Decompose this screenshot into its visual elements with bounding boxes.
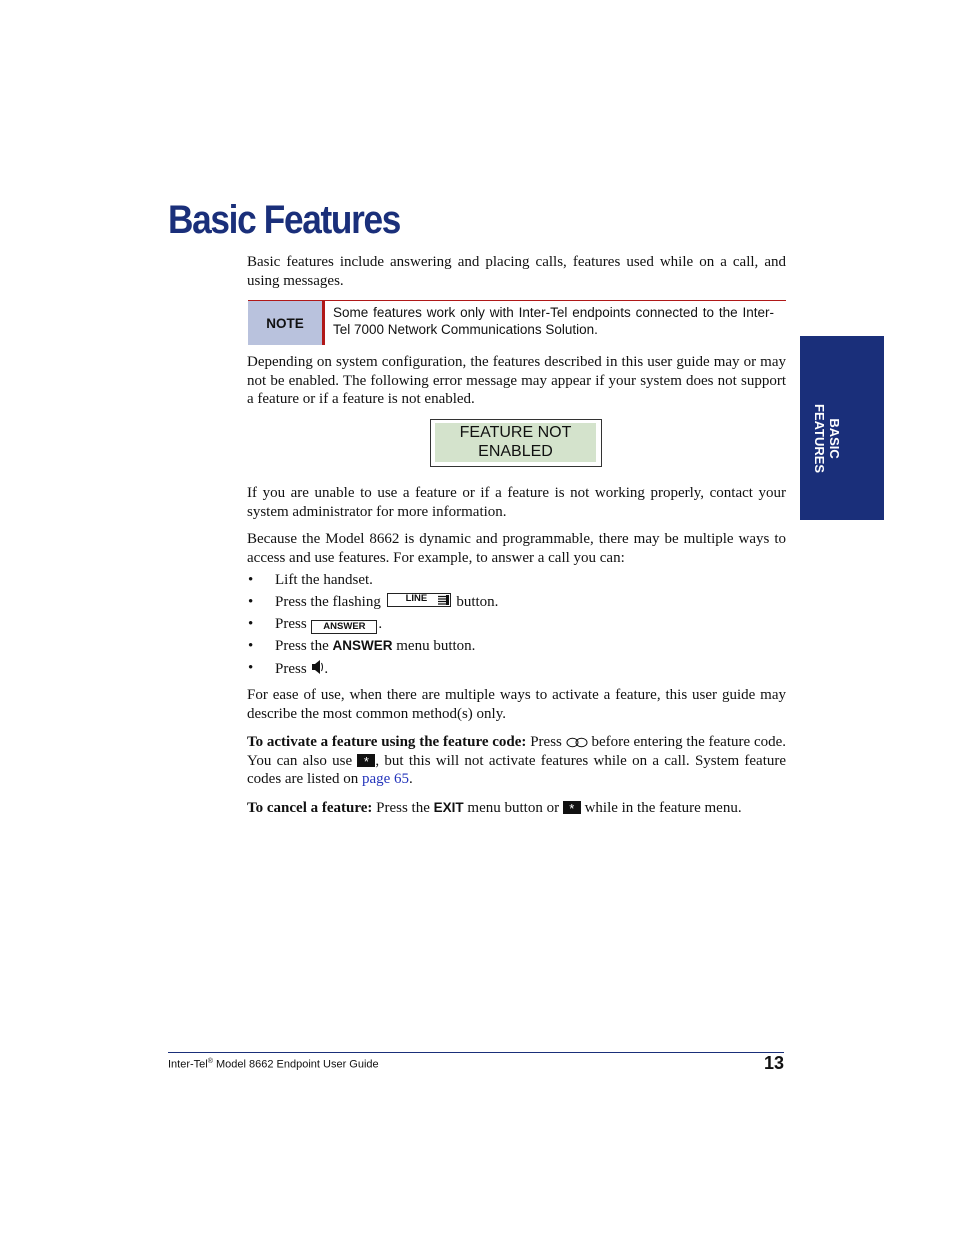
config-paragraph: Depending on system configuration, the features described in this user guide may or may not be enabled. The following error message may appear if your system does not support a feature or if a feature is not enabled.: [247, 354, 786, 407]
star-key-icon: *: [357, 754, 375, 767]
cancel-paragraph: To cancel a feature: Press the EXIT menu button or * while in the feature menu.: [247, 800, 742, 816]
page-number: 13: [763, 1053, 784, 1073]
lcd-line-2: ENABLED: [478, 443, 553, 460]
unable-paragraph: If you are unable to use a feature or if a feature is not working properly, contact your system administrator for more information.: [247, 485, 786, 520]
activate-paragraph: To activate a feature using the feature code: Press before entering the feature code. You can also use * , but this will not activate features while on a call. System feature codes are listed on page 65.: [247, 734, 787, 787]
note-label: NOTE: [248, 301, 325, 345]
chapter-side-tab: [800, 336, 884, 520]
page-title: Basic Features: [168, 198, 400, 242]
line-key-lamp-icon: [437, 595, 449, 605]
star-key-icon: *: [563, 801, 581, 814]
lcd-display-screen: [435, 423, 596, 462]
note-text: Some features work only with Inter-Tel endpoints connected to the Inter-Tel 7000 Network Communications Solution.: [333, 305, 774, 337]
exit-menu-label: EXIT: [433, 800, 464, 815]
page-65-link[interactable]: page 65: [361, 771, 410, 787]
chapter-side-tab-label: BASIC FEATURES: [812, 404, 842, 474]
footer-divider: [168, 1052, 784, 1053]
list-item: • Press .: [247, 659, 786, 681]
answer-menu-label: ANSWER: [332, 638, 393, 653]
list-item: • Press the ANSWER menu button.: [247, 637, 786, 659]
note-box: [248, 300, 786, 345]
list-item: • Lift the handset.: [247, 571, 786, 593]
because-paragraph: Because the Model 8662 is dynamic and programmable, there may be multiple ways to access and use features. For example, to answer a call you can:: [247, 531, 786, 566]
lcd-display: [430, 419, 602, 467]
answer-methods-list: [247, 571, 786, 681]
speaker-icon: [310, 659, 324, 675]
list-item: • Press the flashing LINE button.: [247, 593, 786, 615]
answer-key-icon: ANSWER: [311, 620, 377, 634]
line-key-icon: LINE: [387, 593, 451, 607]
footer-guide-title: Inter-Tel® Model 8662 Endpoint User Guide: [168, 1058, 379, 1071]
lcd-line-1: FEATURE NOT: [459, 424, 572, 441]
feature-key-icon: [566, 737, 588, 748]
ease-paragraph: For ease of use, when there are multiple ways to activate a feature, this user guide may describe the most common method(s) only.: [247, 687, 786, 722]
list-item: • Press ANSWER .: [247, 615, 786, 637]
intro-paragraph: Basic features include answering and placing calls, features used while on a call, and using messages.: [247, 254, 786, 289]
